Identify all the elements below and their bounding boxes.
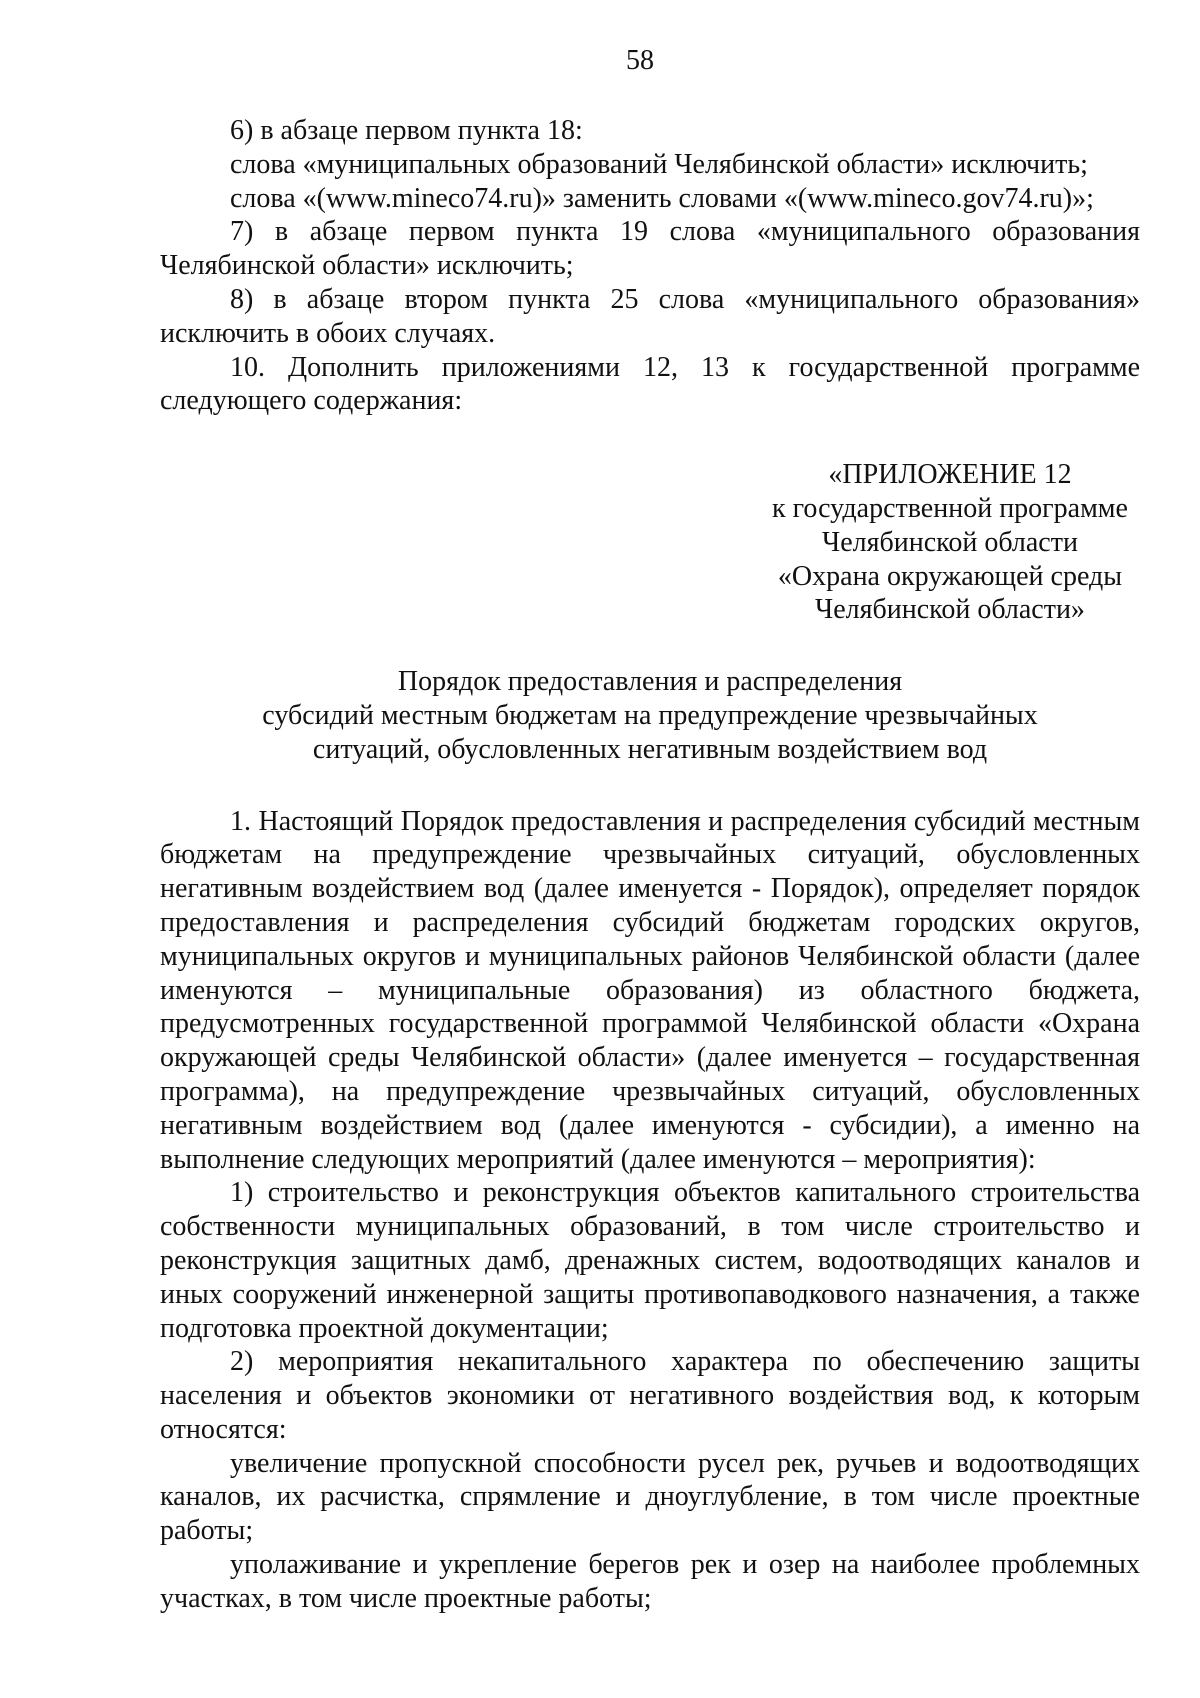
appendix-line: Челябинской области» (815, 594, 1085, 626)
section-title-line: субсидий местным бюджетам на предупреждение чрезвычайных (262, 699, 1038, 731)
paragraph-subclause-2: 2) мероприятия некапитального характера по обеспечению защиты населения и объектов экономики от негативного воздействия вод, к которым относятся: (160, 1346, 1140, 1445)
paragraph-item-6: 6) в абзаце первом пункта 18: (230, 115, 583, 146)
section-title (160, 665, 1140, 766)
appendix-header (760, 458, 1140, 627)
appendix-line: «Охрана окружающей среды (777, 560, 1123, 592)
paragraph-clause-1: 1. Настоящий Порядок предоставления и распределения субсидий местным бюджетам на предупреждение чрезвычайных ситуаций, обусловленных негативным воздействием вод (далее именуется - Порядок), определяет порядок предоставления и распределения субсидий бюджетам городских округов, муниципальных округов и муниципальных районов Челябинской области (далее именуются – муниципальные образования) из областного бюджета, предусмотренных государственной программой Челябинской области «Охрана окружающей среды Челябинской области» (далее именуется – государственная программа), на предупреждение чрезвычайных ситуаций, обусловленных негативным воздействием вод (далее именуются - субсидии), а именно на выполнение следующих мероприятий (далее именуются – мероприятия): (160, 805, 1140, 1175)
paragraph-measure-channels: увеличение пропускной способности русел рек, ручьев и водоотводящих каналов, их расчистка, спрямление и дноуглубление, в том числе проектные работы; (160, 1447, 1140, 1547)
appendix-title: «ПРИЛОЖЕНИЕ 12 (828, 459, 1072, 491)
paragraph-item-7: 7) в абзаце первом пункта 19 слова «муниципального образования Челябинской области» исключить; (160, 216, 1140, 282)
paragraph-measure-banks: уполаживание и укрепление берегов рек и озер на наиболее проблемных участках, в том числе проектные работы; (160, 1549, 1140, 1614)
section-title-line: ситуаций, обусловленных негативным воздействием вод (312, 733, 988, 765)
paragraph-item-8: 8) в абзаце втором пункта 25 слова «муниципального образования» исключить в обоих случаях. (160, 283, 1140, 349)
page-number: 58 (626, 45, 654, 76)
appendix-line: к государственной программе (772, 492, 1128, 524)
paragraph-words-municipal: слова «муниципальных образований Челябинской области» исключить; (230, 148, 1088, 180)
document-body (160, 114, 1140, 1616)
paragraph-subclause-1: 1) строительство и реконструкция объектов капитального строительства собственности муниципальных образований, в том числе строительство и реконструкция защитных дамб, дренажных систем, водоотводящих каналов и иных сооружений инженерной защиты противопаводкового назначения, а также подготовка проектной документации; (160, 1177, 1140, 1344)
paragraph-words-website: слова «(www.mineco74.ru)» заменить словами «(www.mineco.gov74.ru)»; (230, 182, 1094, 214)
appendix-line: Челябинской области (822, 526, 1078, 558)
paragraph-item-10: 10. Дополнить приложениями 12, 13 к государственной программе следующего содержания: (160, 351, 1140, 417)
section-title-line: Порядок предоставления и распределения (397, 666, 903, 698)
